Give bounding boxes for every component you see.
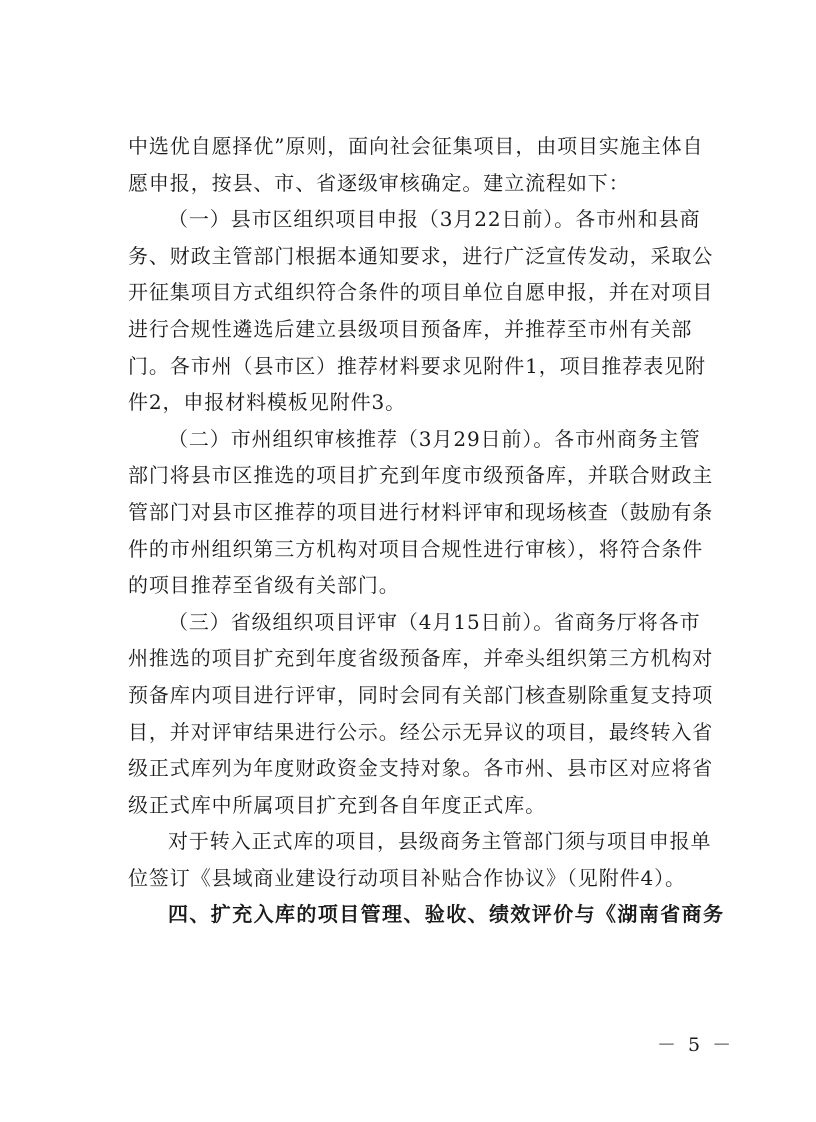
text-line: 目，并对评审结果进行公示。经公示无异议的项目，最终转入省 (128, 719, 714, 744)
text-line: 位签订《县域商业建设行动项目补贴合作协议》（见附件4）。 (128, 865, 686, 890)
text-line: 级正式库中所属项目扩充到各自年度正式库。 (128, 792, 546, 817)
text-line: 部门将县市区推选的项目扩充到年度市级预备库，并联合财政主 (128, 463, 714, 488)
text-line: 级正式库列为年度财政资金支持对象。各市州、县市区对应将省 (128, 756, 714, 781)
section-4-heading: 四、扩充入库的项目管理、验收、绩效评价与《湖南省商务 (168, 902, 725, 927)
text-line: 的项目推荐至省级有关部门。 (128, 573, 400, 598)
paragraph-start-line: 对于转入正式库的项目，县级商务主管部门须与项目申报单 (168, 829, 712, 854)
text-line: 开征集项目方式组织符合条件的项目单位自愿申报，并在对项目 (128, 280, 714, 305)
text-line: 管部门对县市区推荐的项目进行材料评审和现场核查（鼓励有条 (128, 499, 714, 524)
section-2-title-line: （二）市州组织审核推荐（3月29日前）。各市州商务主管 (168, 426, 701, 451)
text-line: 预备库内项目进行评审，同时会同有关部门核查剔除重复支持项 (128, 682, 714, 707)
text-line: 中选优自愿择优”原则，面向社会征集项目，由项目实施主体自 (128, 134, 704, 158)
section-1-title-line: （一）县市区组织项目申报（3月22日前）。各市州和县商 (168, 207, 701, 232)
text-line: 务、财政主管部门根据本通知要求，进行广泛宣传发动，采取公 (128, 243, 714, 268)
text-line: 愿申报，按县、市、省逐级审核确定。建立流程如下： (128, 170, 630, 195)
body-text (128, 128, 725, 933)
page-number: － 5 － (657, 1034, 735, 1056)
section-3-title-line: （三）省级组织项目评审（4月15日前）。省商务厅将各市 (168, 609, 701, 634)
text-line: 门。各市州（县市区）推荐材料要求见附件1，项目推荐表见附 (128, 353, 706, 378)
text-line: 州推选的项目扩充到年度省级预备库，并牵头组织第三方机构对 (128, 646, 714, 671)
text-line: 件的市州组织第三方机构对项目合规性进行审核），将符合条件 (128, 536, 704, 561)
text-line: 进行合规性遴选后建立县级项目预备库，并推荐至市州有关部 (128, 316, 693, 341)
text-line: 件2，申报材料模板见附件3。 (128, 390, 407, 415)
